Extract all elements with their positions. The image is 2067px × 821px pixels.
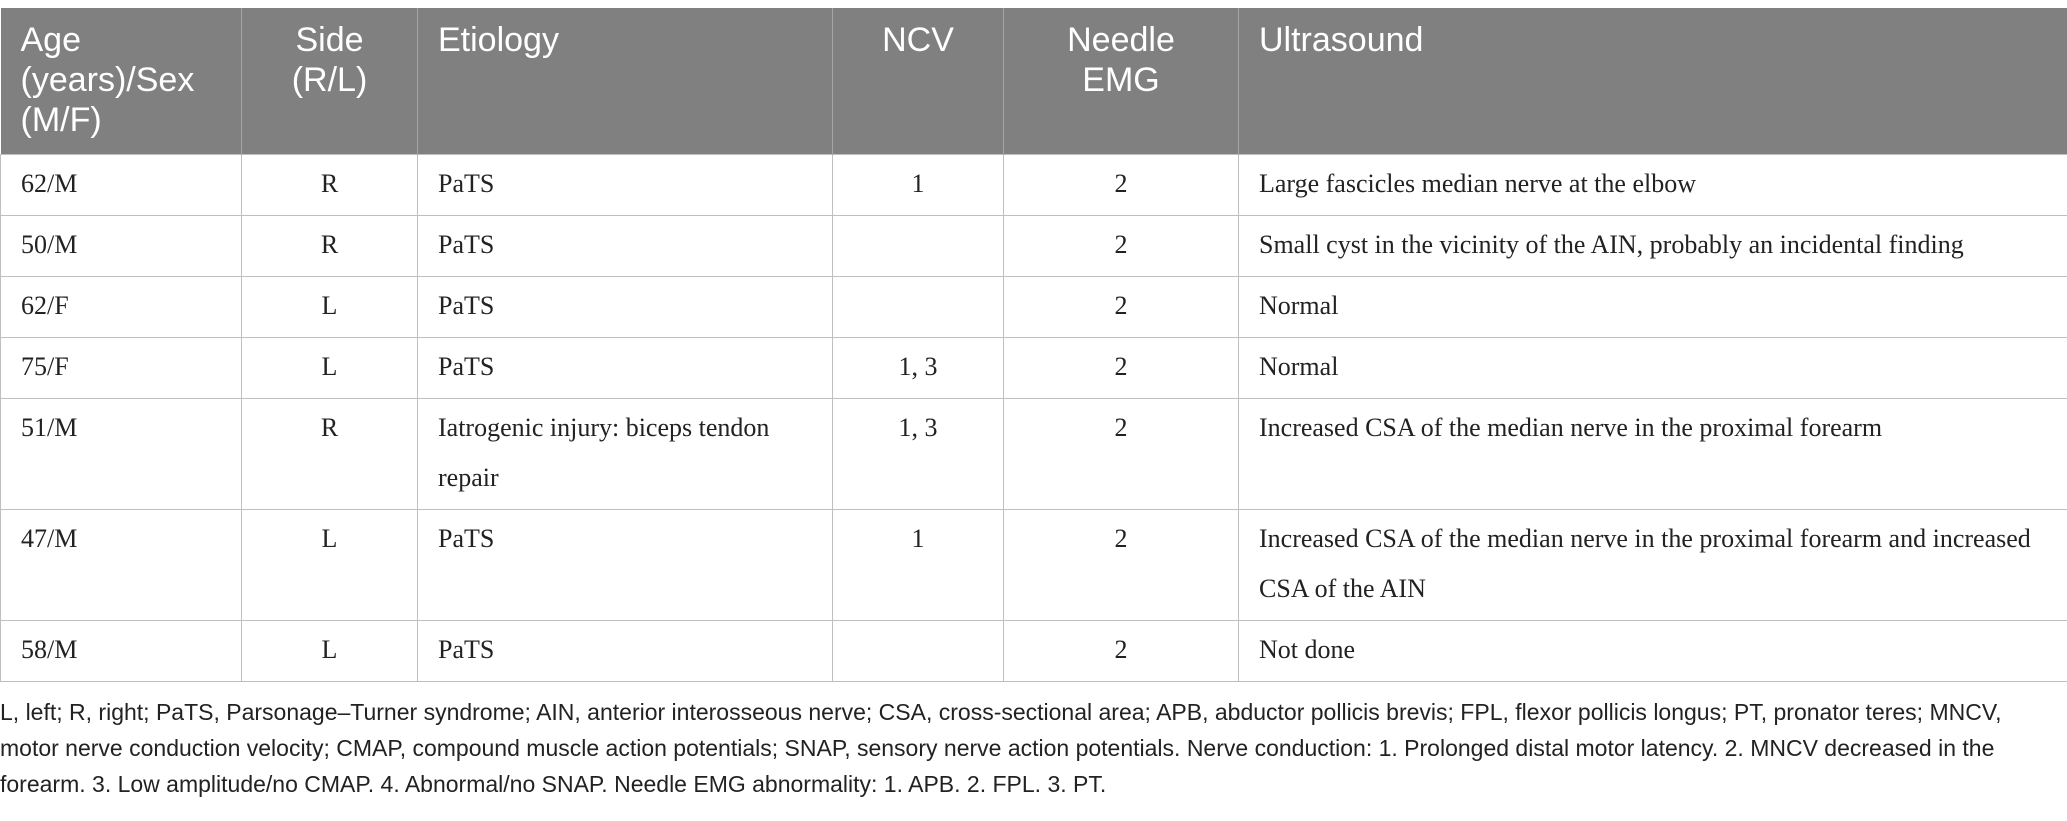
clinical-findings-table [0, 8, 2067, 682]
cell-side: R [242, 216, 418, 277]
cell-etiology: PaTS [418, 155, 833, 216]
cell-side: L [242, 338, 418, 399]
table-row [1, 338, 2067, 399]
cell-age-sex: 51/M [1, 399, 242, 510]
table-footnote: L, left; R, right; PaTS, Parsonage–Turner syndrome; AIN, anterior interosseous nerve; CSA, cross-sectional area; APB, abductor pollicis brevis; FPL, flexor pollicis longus; PT, pronator teres; MNCV, motor nerve conduction velocity; CMAP, compound muscle action potentials; SNAP, sensory nerve action potentials. Nerve conduction: 1. Prolonged distal motor latency. 2. MNCV decreased in the forearm. 3. Low amplitude/no CMAP. 4. Abnormal/no SNAP. Needle EMG abnormality: 1. APB. 2. FPL. 3. PT. [0, 699, 2002, 797]
header-ultrasound: Ultrasound [1239, 8, 2067, 155]
cell-ncv: 1 [833, 510, 1004, 621]
header-needle-emg: Needle EMG [1004, 8, 1239, 155]
cell-age-sex: 50/M [1, 216, 242, 277]
cell-ncv: 1, 3 [833, 338, 1004, 399]
cell-needle-emg: 2 [1004, 621, 1239, 682]
cell-needle-emg: 2 [1004, 155, 1239, 216]
cell-ultrasound: Large fascicles median nerve at the elbow [1239, 155, 2067, 216]
cell-needle-emg: 2 [1004, 399, 1239, 510]
header-etiology: Etiology [418, 8, 833, 155]
cell-ultrasound: Small cyst in the vicinity of the AIN, probably an incidental finding [1239, 216, 2067, 277]
table-row [1, 510, 2067, 621]
cell-ncv [833, 621, 1004, 682]
cell-age-sex: 47/M [1, 510, 242, 621]
table-row [1, 621, 2067, 682]
cell-ultrasound: Normal [1239, 338, 2067, 399]
cell-ncv [833, 216, 1004, 277]
cell-etiology: PaTS [418, 510, 833, 621]
cell-side: R [242, 399, 418, 510]
cell-etiology: PaTS [418, 338, 833, 399]
cell-age-sex: 62/M [1, 155, 242, 216]
cell-ultrasound: Increased CSA of the median nerve in the proximal forearm [1239, 399, 2067, 510]
cell-side: L [242, 510, 418, 621]
cell-ncv: 1 [833, 155, 1004, 216]
table-row [1, 399, 2067, 510]
cell-ultrasound: Increased CSA of the median nerve in the proximal forearm and increased CSA of the AIN [1239, 510, 2067, 621]
cell-needle-emg: 2 [1004, 216, 1239, 277]
cell-etiology: PaTS [418, 621, 833, 682]
cell-age-sex: 75/F [1, 338, 242, 399]
cell-needle-emg: 2 [1004, 510, 1239, 621]
cell-age-sex: 62/F [1, 277, 242, 338]
cell-etiology: Iatrogenic injury: biceps tendon repair [418, 399, 833, 510]
cell-needle-emg: 2 [1004, 277, 1239, 338]
table-row [1, 277, 2067, 338]
header-age-sex: Age (years)/Sex (M/F) [1, 8, 242, 155]
cell-etiology: PaTS [418, 277, 833, 338]
cell-etiology: PaTS [418, 216, 833, 277]
header-ncv: NCV [833, 8, 1004, 155]
cell-needle-emg: 2 [1004, 338, 1239, 399]
table-row [1, 155, 2067, 216]
table-row [1, 216, 2067, 277]
cell-ultrasound: Not done [1239, 621, 2067, 682]
header-side: Side (R/L) [242, 8, 418, 155]
cell-side: L [242, 621, 418, 682]
cell-ncv [833, 277, 1004, 338]
cell-ultrasound: Normal [1239, 277, 2067, 338]
header-row [1, 8, 2067, 155]
cell-side: L [242, 277, 418, 338]
cell-side: R [242, 155, 418, 216]
cell-age-sex: 58/M [1, 621, 242, 682]
cell-ncv: 1, 3 [833, 399, 1004, 510]
table-figure [0, 8, 2067, 802]
